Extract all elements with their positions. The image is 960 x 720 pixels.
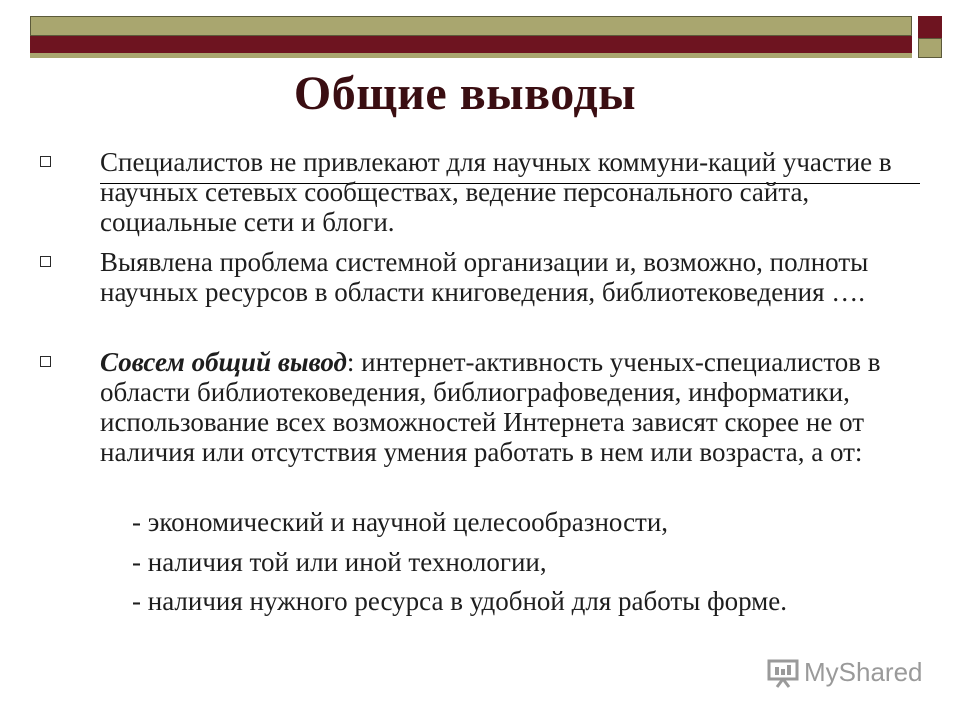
- sub-item-1: - экономический и научной целесообразности,: [132, 507, 669, 537]
- square-bullet-icon: [40, 356, 51, 367]
- presentation-icon: [766, 658, 800, 688]
- square-bullet-icon: [40, 256, 51, 267]
- header-olive-underline: [30, 53, 912, 58]
- corner-block-maroon: [918, 16, 942, 38]
- square-bullet-icon: [40, 156, 51, 167]
- header-decoration-bar: [30, 16, 912, 56]
- bullet-emphasis: Совсем общий вывод: [100, 347, 347, 377]
- bullet-text: Выявлена проблема системной организации и, возможно, полноты научных ресурсов в области книговедения, библиотековедения ….: [100, 247, 869, 307]
- sub-item-2: - наличия той или иной технологии,: [132, 547, 547, 577]
- bullet-text: [100, 347, 930, 467]
- corner-block-olive: [918, 38, 942, 58]
- bullet-text: Специалистов не привлекают для научных коммуни-каций участие в научных сетевых сообществах, ведение персонального сайта, социальные сети и блоги.: [100, 147, 892, 237]
- header-olive-stripe: [30, 16, 912, 36]
- sub-item-3: - наличия нужного ресурса в удобной для работы форме.: [132, 586, 787, 616]
- bullet-text-rest: : интернет-активность ученых-специалистов в области библиотековедения, библиографоведения, информатики, использование всех возможностей Интернета зависят скорее не от наличия или отсутствия умения работать в нем или возраста, а от:: [100, 347, 881, 467]
- watermark: [766, 657, 923, 688]
- watermark-text: MyShared: [804, 657, 923, 687]
- header-maroon-stripe: [30, 36, 912, 53]
- slide-title: Общие выводы: [293, 67, 637, 120]
